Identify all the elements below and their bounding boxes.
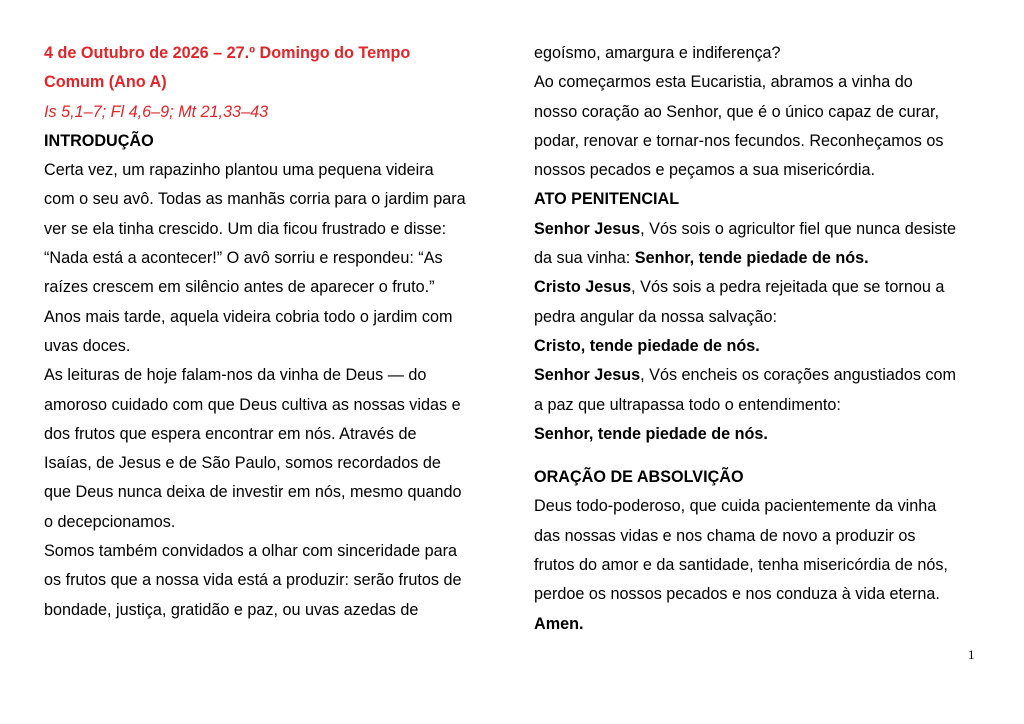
invocation-2-response: Cristo, tende piedade de nós. <box>534 336 760 355</box>
intro-p1-line: com o seu avô. Todas as manhãs corria para o jardim para <box>44 190 466 209</box>
right-column <box>534 39 986 639</box>
invocation-3-response: Senhor, tende piedade de nós. <box>534 424 768 443</box>
invocation-3-line2: a paz que ultrapassa todo o entendimento: <box>534 395 841 414</box>
invocation-3-text: , Vós encheis os corações angustiados com <box>640 366 957 385</box>
page-number: 1 <box>968 647 975 662</box>
absolution-line: Deus todo-poderoso, que cuida pacientemente da vinha <box>534 497 937 516</box>
penitential-heading: ATO PENITENCIAL <box>534 190 680 209</box>
intro-p1-line: raízes crescem em silêncio antes de aparecer o fruto.” <box>44 278 435 297</box>
invocation-3-line1 <box>534 361 986 390</box>
invocation-2-line2: pedra angular da nossa salvação: <box>534 307 777 326</box>
intro-p3-line: egoísmo, amargura e indiferença? <box>534 44 781 62</box>
intro-p3-line: bondade, justiça, gratidão e paz, ou uvas azedas de <box>44 600 419 619</box>
intro-p3-line: os frutos que a nossa vida está a produzir: serão frutos de <box>44 571 462 590</box>
left-column <box>44 39 499 625</box>
intro-p1-line: ver se ela tinha crescido. Um dia ficou frustrado e disse: <box>44 219 447 238</box>
intro-p1-line: “Nada está a acontecer!” O avô sorriu e respondeu: “As <box>44 249 443 268</box>
invocation-1-name: Senhor Jesus <box>534 219 641 238</box>
intro-p2-line: Isaías, de Jesus e de São Paulo, somos recordados de <box>44 454 441 473</box>
invocation-1-line1 <box>534 215 986 244</box>
intro-p1-line: Certa vez, um rapazinho plantou uma pequena videira <box>44 161 434 180</box>
introduction-heading: INTRODUÇÃO <box>44 131 154 150</box>
invocation-1-line2 <box>534 244 986 273</box>
readings-reference: Is 5,1–7; Fl 4,6–9; Mt 21,33–43 <box>44 102 269 121</box>
intro-p3-line: Somos também convidados a olhar com sinceridade para <box>44 542 457 561</box>
intro-p4-line: nosso coração ao Senhor, que é o único capaz de curar, <box>534 102 939 121</box>
absolution-heading: ORAÇÃO DE ABSOLVIÇÃO <box>534 468 744 487</box>
invocation-1-response: Senhor, tende piedade de nós. <box>634 249 869 268</box>
invocation-1-text-cont: da sua vinha: <box>534 249 635 268</box>
intro-p2-line: que Deus nunca deixa de investir em nós, mesmo quando <box>44 483 462 502</box>
intro-p2-line: amoroso cuidado com que Deus cultiva as nossas vidas e <box>44 395 461 414</box>
amen-response: Amen. <box>534 614 584 633</box>
invocation-2-text: , Vós sois a pedra rejeitada que se tornou a <box>631 278 945 297</box>
intro-p4-line: podar, renovar e tornar-nos fecundos. Reconheçamos os <box>534 131 944 150</box>
liturgy-date-title-line2: Comum (Ano A) <box>44 73 167 92</box>
intro-p2-line: As leituras de hoje falam-nos da vinha de Deus — do <box>44 366 427 385</box>
section-spacer <box>534 449 986 463</box>
intro-p1-line: Anos mais tarde, aquela videira cobria todo o jardim com <box>44 307 453 326</box>
absolution-line: das nossas vidas e nos chama de novo a produzir os <box>534 526 916 545</box>
invocation-3-name: Senhor Jesus <box>534 366 641 385</box>
intro-p2-line: dos frutos que espera encontrar em nós. Através de <box>44 424 417 443</box>
invocation-2-name: Cristo Jesus <box>534 278 632 297</box>
invocation-2-line1 <box>534 273 986 302</box>
intro-p4-line: nossos pecados e peçamos a sua misericórdia. <box>534 161 876 180</box>
intro-p4-line: Ao começarmos esta Eucaristia, abramos a vinha do <box>534 73 913 92</box>
absolution-line: frutos do amor e da santidade, tenha misericórdia de nós, <box>534 556 948 575</box>
absolution-line: perdoe os nossos pecados e nos conduza à vida eterna. <box>534 585 940 604</box>
intro-p2-line: o decepcionamos. <box>44 512 176 531</box>
liturgy-date-title-line1: 4 de Outubro de 2026 – 27.º Domingo do Tempo <box>44 44 411 62</box>
intro-p1-line: uvas doces. <box>44 336 131 355</box>
invocation-1-text: , Vós sois o agricultor fiel que nunca desiste <box>640 219 957 238</box>
